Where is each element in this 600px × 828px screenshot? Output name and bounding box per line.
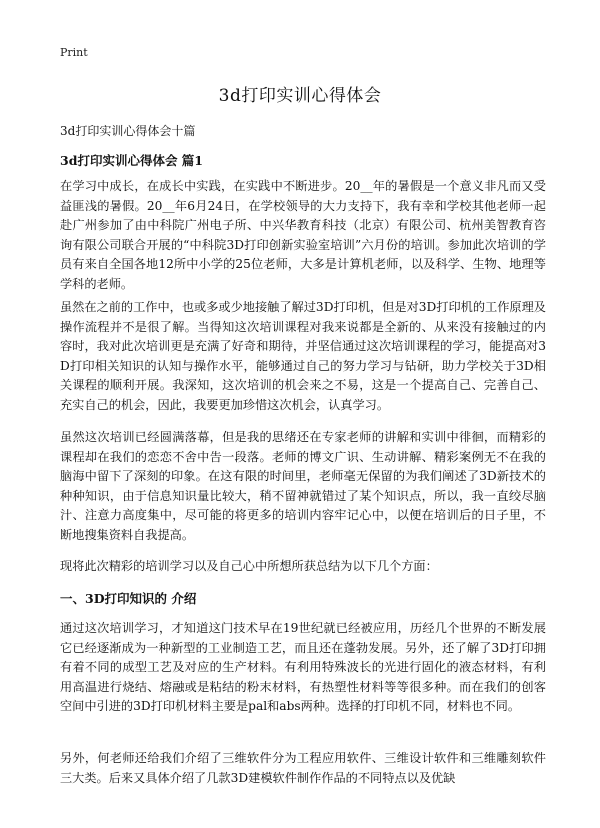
paragraph-5: 通过这次培训学习，才知道这门技术早在19世纪就已经被应用，历经几个世界的不断发展它已经逐渐成为一种新型的工业制造工艺，而且还在蓬勃发展。另外，还了解了3D打印拥有着不同的成型工艺及对应的生产材料。有利用特殊波长的光进行固化的液态材料，有利用高温进行烧结、熔融或是粘结的粉末材料，有热塑性材料等等很多种。而在我们的创客空间中引进的3D打印机材料主要是pal和abs两种。选择的打印机不同，材料也不同。 bbox=[60, 621, 546, 714]
print-button[interactable]: Print bbox=[60, 46, 88, 59]
paragraph-4: 现将此次精彩的培训学习以及自己心中所想所获总结为以下几个方面： bbox=[60, 559, 438, 573]
document-subtitle: 3d打印实训心得体会十篇 bbox=[60, 124, 196, 138]
paragraph-1: 在学习中成长，在成长中实践，在实践中不断进步。20__年的暑假是一个意义非凡而又受益匪浅的暑假。20__年6月24日，在学校领导的大力支持下，我有幸和学校其他老师一起赴广州参加了由中科院广州电子所、中兴华教育科技（北京）有限公司、杭州美智教育咨询有限公司联合开展的“中科院3D打印创新实验室培训”六月份的培训。参加此次培训的学员有来自全国各地12所中小学的25位老师，大多是计算机老师，以及科学、生物、地理等学科的老师。 bbox=[60, 179, 546, 291]
paragraph-2: 虽然在之前的工作中，也或多或少地接触了解过3D打印机，但是对3D打印机的工作原理及操作流程并不是很了解。当得知这次培训课程对我来说都是全新的、从来没有接触过的内容时，我对此次培训更是充满了好奇和期待，并坚信通过这次培训课程的学习，能提高对3D打印相关知识的认知与操作水平，能够通过自己的努力学习与钻研，助力学校关于3D相关课程的顺利开展。我深知，这次培训的机会来之不易，这是一个提高自己、完善自己、充实自己的机会，因此，我要更加珍惜这次机会，认真学习。 bbox=[60, 300, 546, 412]
paragraph-6: 另外，何老师还给我们介绍了三维软件分为工程应用软件、三维设计软件和三维雕刻软件三大类。后来又具体介绍了几款3D建模软件制作作品的不同特点以及优缺 bbox=[60, 751, 546, 785]
subheading-knowledge: 一、3D打印知识的 介绍 bbox=[60, 591, 197, 606]
paragraph-3: 虽然这次培训已经圆满落幕，但是我的思绪还在专家老师的讲解和实训中徘徊，而精彩的课程却在我们的恋恋不舍中告一段落。老师的博文广识、生动讲解、精彩案例无不在我的脑海中留下了深刻的印象。在这有限的时间里，老师毫无保留的为我们阐述了3D新技术的种种知识，由于信息知识量比较大，稍不留神就错过了某个知识点，所以，我一直绞尽脑汁、注意力高度集中，尽可能的将更多的培训内容牢记心中，以便在培训后的日子里，不断地搜集资料自我提高。 bbox=[60, 430, 546, 542]
document-title: 3d打印实训心得体会 bbox=[218, 86, 382, 106]
section-heading: 3d打印实训心得体会 篇1 bbox=[60, 153, 203, 168]
